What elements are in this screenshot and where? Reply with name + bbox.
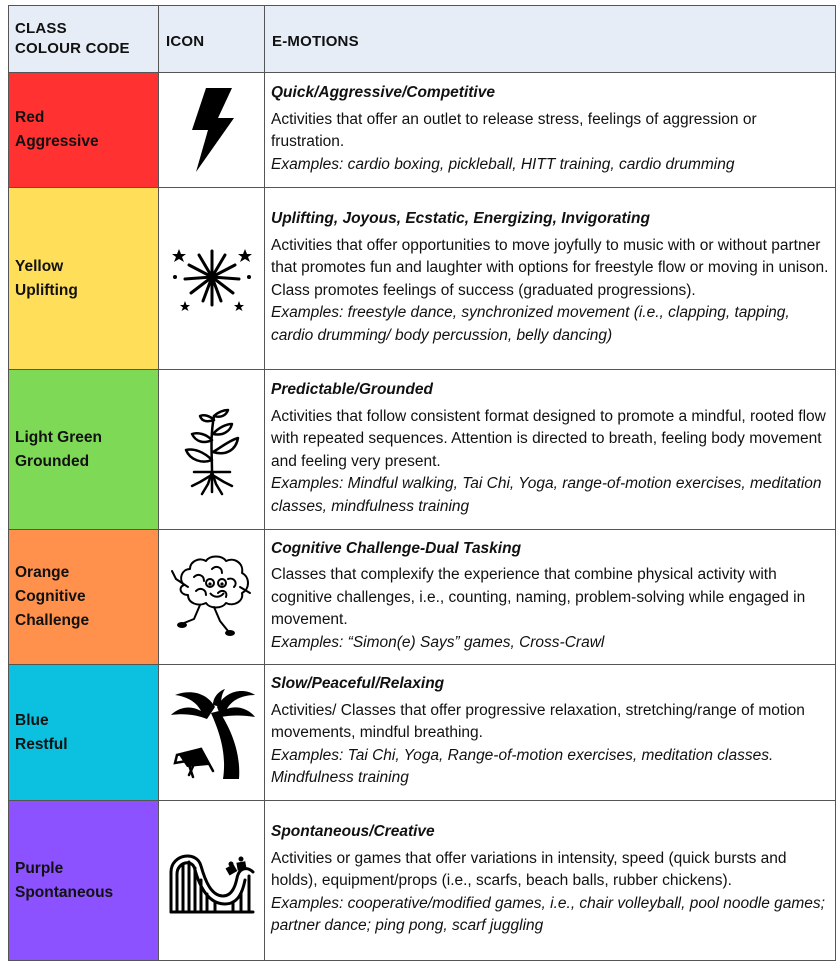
header-emotions: E-MOTIONS — [265, 6, 836, 73]
color-name: Orange — [15, 564, 70, 581]
color-name: Purple — [15, 859, 64, 877]
emotion-cell-yellow — [265, 188, 836, 370]
class-name: Aggressive — [15, 133, 99, 150]
emotion-cell-red — [265, 73, 836, 188]
roller-coaster-icon — [167, 846, 257, 916]
emotion-examples: Examples: Mindful walking, Tai Chi, Yoga, range-of-motion exercises, meditation classes, mindfulness training — [271, 475, 822, 515]
class-name: Grounded — [15, 452, 90, 470]
icon-cell-orange — [159, 530, 265, 665]
emotion-cell-blue — [265, 665, 836, 801]
header-col1-text: CLASS COLOUR CODE — [15, 20, 130, 57]
emotion-title: Uplifting, Joyous, Ecstatic, Energizing, Invigorating — [271, 210, 650, 227]
emotion-body: Activities that follow consistent format designed to promote a mindful, rooted flow with repeated sequences. Attention is directed to breath, feeling body movement and feeling very present. — [271, 407, 826, 470]
table-row-green — [9, 370, 836, 530]
table-header-row — [9, 6, 836, 73]
running-brain-icon — [170, 551, 254, 643]
emotion-title: Spontaneous/Creative — [271, 823, 435, 841]
emotion-title: Quick/Aggressive/Competitive — [271, 84, 495, 101]
color-name: Blue — [15, 711, 49, 729]
icon-cell-purple — [159, 801, 265, 961]
icon-cell-blue — [159, 665, 265, 801]
emotion-body: Activities that offer opportunities to move joyfully to music with or without partner that promotes fun and laughter with options for freestyle flow or moving in unison. Class promotes feelings of success (graduated progressions). — [271, 236, 829, 299]
class-cell-red — [9, 73, 159, 188]
class-cell-blue — [9, 665, 159, 801]
icon-cell-green — [159, 370, 265, 530]
emotion-title: Slow/Peaceful/Relaxing — [271, 675, 445, 693]
emotion-body: Classes that complexify the experience that combine physical activity with cognitive challenges, i.e., counting, naming, problem-solving while engaged in movement. — [271, 566, 806, 629]
color-name: Yellow — [15, 257, 64, 275]
emotion-examples: Examples: cooperative/modified games, i.e., chair volleyball, pool noodle games; partner dance; ping pong, scarf juggling — [271, 894, 825, 935]
emotion-cell-purple — [265, 801, 836, 961]
emotion-cell-green — [265, 370, 836, 530]
table-row-orange — [9, 530, 836, 665]
header-class-colour-code — [9, 6, 159, 73]
class-cell-yellow — [9, 188, 159, 370]
class-cell-orange — [9, 530, 159, 665]
emotion-body: Activities that offer an outlet to release stress, feelings of aggression or frustration. — [271, 110, 757, 150]
class-name: Restful — [15, 735, 68, 753]
class-name: Spontaneous — [15, 883, 114, 901]
emotion-examples: Examples: cardio boxing, pickleball, HITT training, cardio drumming — [271, 155, 735, 173]
header-icon: ICON — [159, 6, 265, 73]
class-name: Cognitive Challenge — [15, 588, 90, 629]
emotion-body: Activities or games that offer variations in intensity, speed (quick bursts and holds), equipment/props (i.e., scarfs, beach balls, rubber chickens). — [271, 849, 787, 890]
table-row-red — [9, 73, 836, 188]
emotion-examples: Examples: “Simon(e) Says” games, Cross-Crawl — [271, 633, 605, 651]
palm-tree-beach-chair-icon — [167, 683, 257, 783]
class-name: Uplifting — [15, 281, 78, 299]
class-cell-purple — [9, 801, 159, 961]
icon-cell-red — [159, 73, 265, 188]
lightning-bolt-icon — [188, 88, 236, 172]
table-row-yellow — [9, 188, 836, 370]
icon-cell-yellow — [159, 188, 265, 370]
fireworks-icon — [169, 241, 255, 317]
color-name: Red — [15, 109, 45, 126]
emotion-examples: Examples: freestyle dance, synchronized movement (i.e., clapping, tapping, cardio drumming/ body percussion, belly dancing) — [271, 304, 790, 344]
table-row-blue — [9, 665, 836, 801]
emotion-title: Predictable/Grounded — [271, 381, 433, 398]
class-cell-green — [9, 370, 159, 530]
emotion-title: Cognitive Challenge-Dual Tasking — [271, 539, 522, 557]
emotion-cell-orange — [265, 530, 836, 665]
emotion-class-table — [8, 5, 836, 961]
emotion-examples: Examples: Tai Chi, Yoga, Range-of-motion exercises, meditation classes. Mindfulness training — [271, 746, 774, 787]
table-row-purple — [9, 801, 836, 961]
color-name: Light Green — [15, 428, 102, 446]
sprout-roots-icon — [180, 404, 244, 496]
emotion-body: Activities/ Classes that offer progressive relaxation, stretching/range of motion movements, mindful breathing. — [271, 701, 805, 742]
